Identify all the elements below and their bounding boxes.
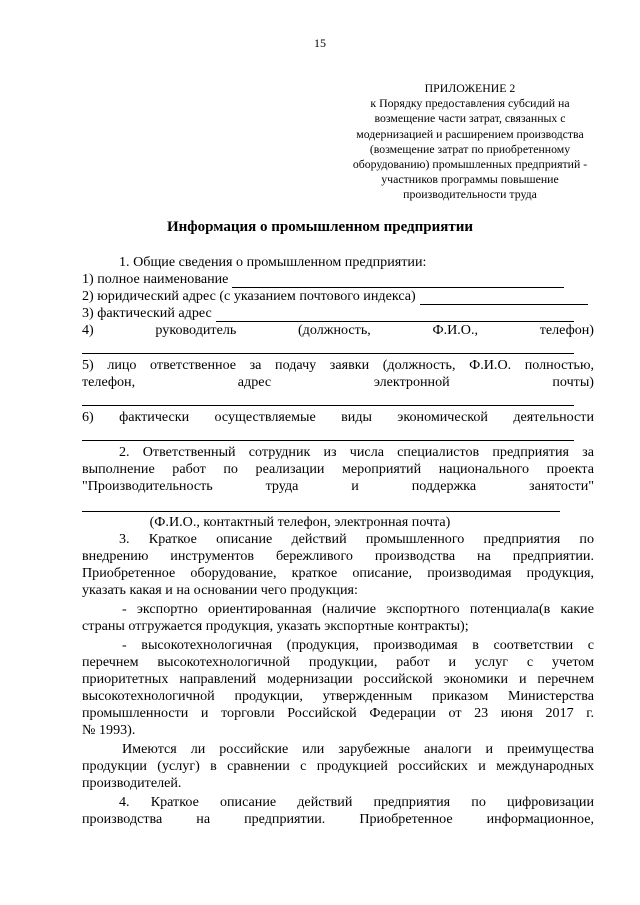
- analogs-line2: продукции (услуг) в сравнении с продукцией российских и международных: [82, 758, 594, 774]
- annex-line: производительности труда: [403, 187, 537, 202]
- analogs-line3: производителей.: [82, 775, 182, 791]
- hightech-line2: перечнем высокотехнологичной продукции, работ и услуг с учетом: [82, 654, 594, 670]
- hightech-line5: промышленности и торговли Российской Федерации от 23 июня 2017 г.: [82, 705, 594, 721]
- field-full-name: [82, 271, 594, 288]
- section3-line3: Приобретенное оборудование, краткое описание, производимая продукция,: [82, 565, 594, 581]
- field-actual-address-blank: [216, 308, 574, 322]
- section1-heading: 1. Общие сведения о промышленном предприятии:: [119, 254, 427, 270]
- annex-line: модернизацией и расширением производства: [356, 126, 584, 141]
- section3-line1: 3. Краткое описание действий промышленного предприятия по: [119, 531, 594, 547]
- field-activities-blank: [82, 440, 574, 441]
- export-line1: - экспортно ориентированная (наличие экспортного потенциала(в какие: [122, 601, 594, 617]
- field-responsible-label-1: 5) лицо ответственное за подачу заявки (должность, Ф.И.О. полностью,: [82, 357, 594, 373]
- field-legal-address: [82, 288, 594, 305]
- section2-line1: 2. Ответственный сотрудник из числа специалистов предприятия за: [119, 444, 594, 460]
- annex-line: участников программы повышение: [381, 172, 559, 187]
- document-body: [82, 0, 594, 905]
- annex-line: (возмещение затрат по приобретенному: [369, 141, 571, 156]
- section3-line2: внедрению инструментов бережливого производства на предприятии.: [82, 548, 594, 564]
- analogs-line1: Имеются ли российские или зарубежные аналоги и преимущества: [122, 741, 594, 757]
- field-director-blank: [82, 353, 574, 354]
- section2-caption: (Ф.И.О., контактный телефон, электронная почта): [149, 514, 451, 530]
- hightech-line4: высокотехнологичной продукции, утвержденным приказом Министерства: [82, 688, 594, 704]
- field-director-label: 4) руководитель (должность, Ф.И.О., телефон): [82, 322, 594, 338]
- annex-line: возмещение части затрат, связанных с: [374, 111, 566, 126]
- field-actual-address: [82, 305, 594, 322]
- section2-line2: выполнение работ по реализации мероприятий национального проекта: [82, 461, 594, 477]
- section4-line2: производства на предприятии. Приобретенное информационное,: [82, 811, 594, 827]
- field-full-name-label: 1) полное наименование: [82, 271, 229, 287]
- field-actual-address-label: 3) фактический адрес: [82, 305, 212, 321]
- section2-line3: "Производительность труда и поддержка занятости": [82, 478, 594, 494]
- field-legal-address-label: 2) юридический адрес (с указанием почтового индекса): [82, 288, 416, 304]
- hightech-line3: приоритетных направлений модернизации российской экономики и перечнем: [82, 671, 594, 687]
- field-full-name-blank: [232, 274, 564, 288]
- page-number: 15: [314, 36, 326, 50]
- hightech-line1: - высокотехнологичная (продукция, производимая в соответствии с: [122, 637, 594, 653]
- section3-line4: указать какая и на основании чего продукция:: [82, 582, 358, 598]
- field-legal-address-blank: [420, 291, 588, 305]
- annex-line: оборудованию) промышленных предприятий -: [352, 157, 588, 172]
- field-activities-label: 6) фактически осуществляемые виды экономической деятельности: [82, 409, 594, 425]
- field-responsible-label-2: телефон, адрес электронной почты): [82, 374, 594, 390]
- hightech-line6: № 1993).: [82, 722, 136, 738]
- section2-blank: [82, 511, 560, 512]
- export-line2: страны отгружается продукция, указать экспортные контракты);: [82, 618, 469, 634]
- field-responsible-blank: [82, 405, 574, 406]
- section4-line1: 4. Краткое описание действий предприятия по цифровизации: [119, 794, 594, 810]
- document-title: Информация о промышленном предприятии: [166, 219, 474, 235]
- annex-line: к Порядку предоставления субсидий на: [370, 96, 570, 111]
- annex-heading: ПРИЛОЖЕНИЕ 2: [424, 81, 516, 95]
